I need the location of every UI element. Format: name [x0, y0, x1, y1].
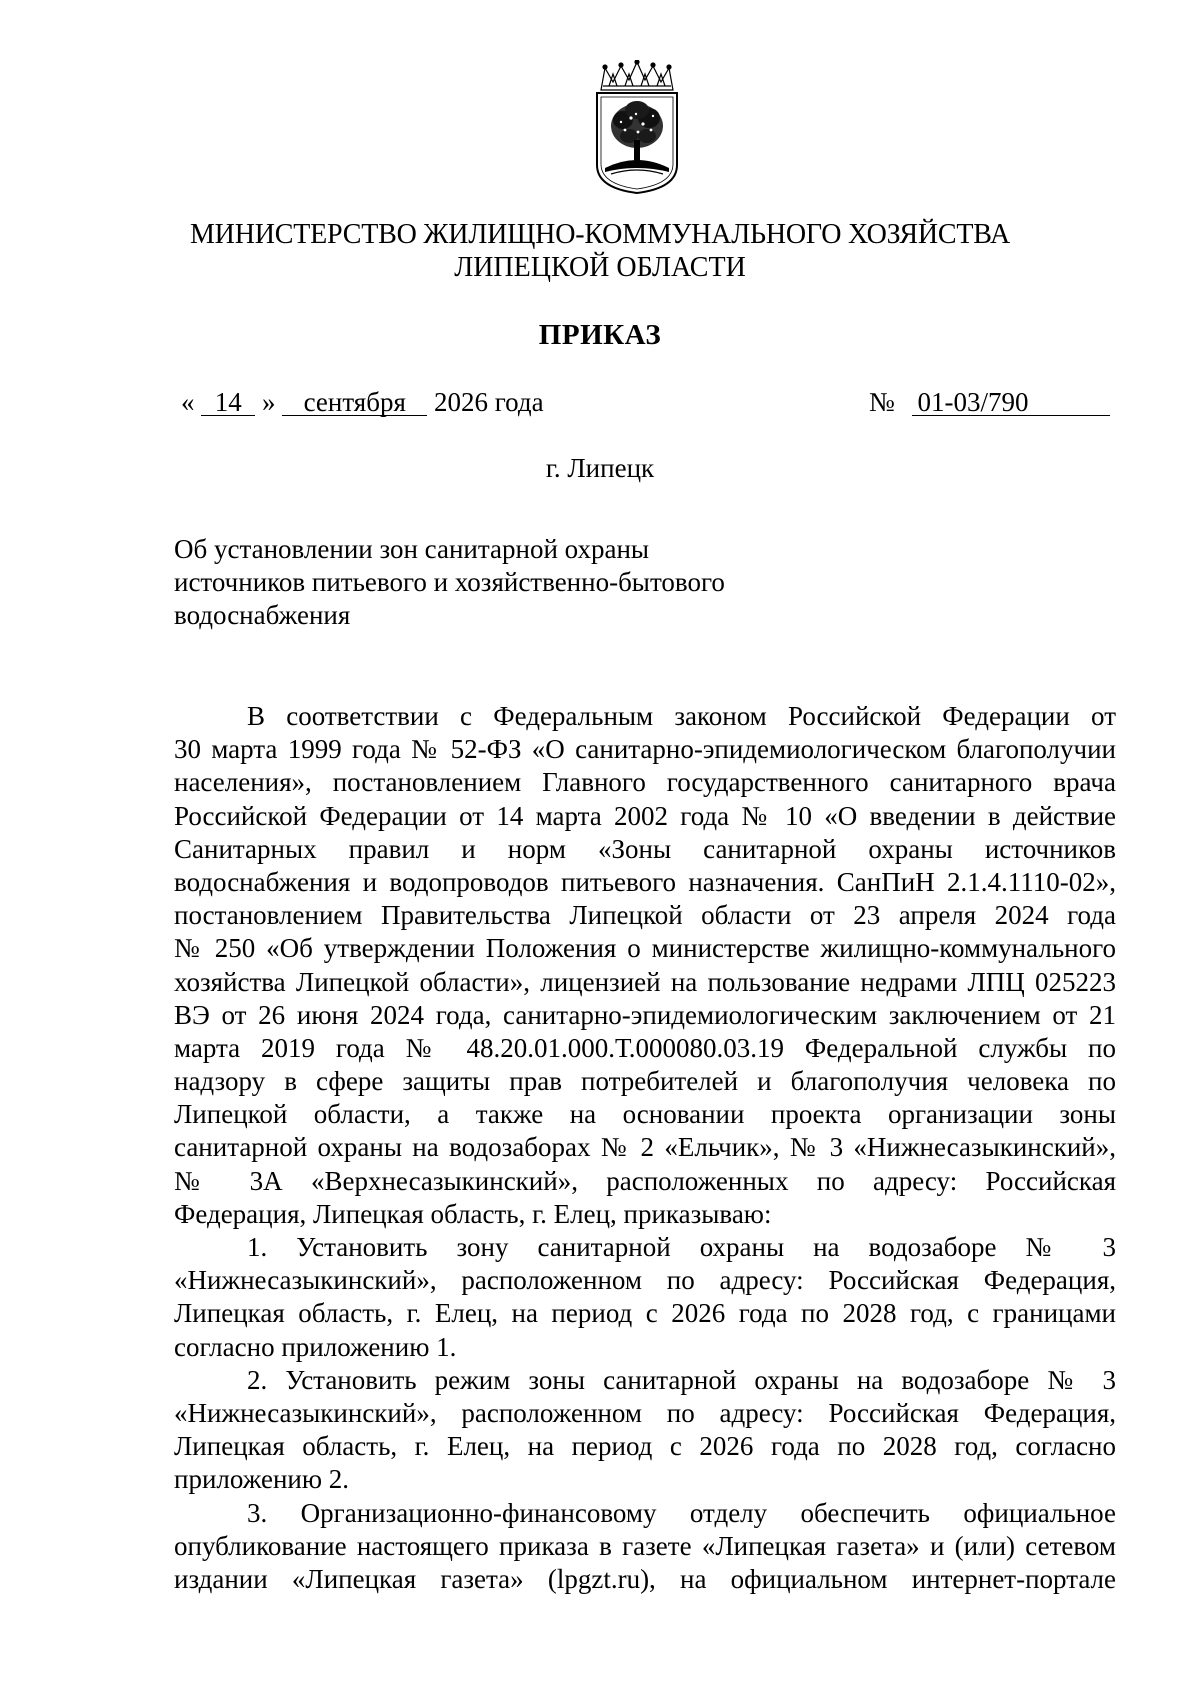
body-line: согласно приложению 1. [174, 1331, 457, 1362]
body-line: № 250 «Об утверждении Положения о министерстве жилищно-коммунального [174, 933, 1116, 964]
body-line: марта 2019 года № 48.20.01.000.Т.000080.03.19 Федеральной службы по [174, 1032, 1116, 1063]
body-line: приложению 2. [174, 1464, 350, 1495]
number-sign: № [869, 387, 895, 417]
date-year: 2026 года [434, 387, 544, 417]
body-line: Липецкая область, г. Елец, на период с 2026 года по 2028 год, согласно [174, 1431, 1116, 1462]
body-line: опубликование настоящего приказа в газете «Липецкая газета» и (или) сетевом [174, 1530, 1116, 1561]
subject-line: источников питьевого и хозяйственно-бытового [174, 567, 725, 597]
body-line: 30 марта 1999 года № 52-ФЗ «О санитарно-эпидемиологическом благополучии [174, 734, 1116, 765]
order-number: 01-03/790 [912, 389, 1110, 416]
city-name: г. Липецк [545, 453, 655, 483]
date-day: 14 [201, 389, 255, 416]
order-body [174, 700, 1116, 1596]
body-line: населения», постановлением Главного государственного санитарного врача [174, 767, 1116, 798]
body-line: Санитарных правил и норм «Зоны санитарной охраны источников [174, 833, 1116, 864]
body-line: «Нижнесазыкинский», расположенном по адресу: Российская Федерация, [174, 1397, 1116, 1428]
body-line: хозяйства Липецкой области», лицензией на пользование недрами ЛПЦ 025223 [174, 966, 1116, 997]
ministry-name-line2: ЛИПЕЦКОЙ ОБЛАСТИ [454, 252, 746, 283]
date-open-quote: « [181, 387, 195, 417]
subject-line: водоснабжения [174, 600, 351, 630]
order-number-field [869, 386, 1110, 418]
body-line: Федерация, Липецкая область, г. Елец, приказываю: [174, 1198, 772, 1229]
body-line: «Нижнесазыкинский», расположенном по адресу: Российская Федерация, [174, 1265, 1116, 1296]
body-line: постановлением Правительства Липецкой области от 23 апреля 2024 года [174, 900, 1116, 931]
date-month: сентября [282, 389, 427, 416]
body-line: 1. Установить зону санитарной охраны на водозаборе № 3 [247, 1232, 1116, 1262]
order-subject [174, 533, 725, 632]
body-line: санитарной охраны на водозаборах № 2 «Ельчик», № 3 «Нижнесазыкинский», [174, 1132, 1116, 1163]
lipetsk-oblast-coat-of-arms-icon [591, 60, 683, 195]
body-line: Липецкая область, г. Елец, на период с 2026 года по 2028 год, с границами [174, 1298, 1116, 1329]
date-close-quote: » [262, 387, 276, 417]
body-line: В соответствии с Федеральным законом Российской Федерации от [247, 701, 1116, 731]
body-line: № 3А «Верхнесазыкинский», расположенных по адресу: Российская [174, 1165, 1116, 1196]
body-line: водоснабжения и водопроводов питьевого назначения. СанПиН 2.1.4.1110-02», [174, 866, 1116, 897]
date-field [181, 386, 544, 418]
body-line: надзору в сфере защиты прав потребителей и благополучия человека по [174, 1066, 1116, 1097]
ministry-name-line1: МИНИСТЕРСТВО ЖИЛИЩНО-КОММУНАЛЬНОГО ХОЗЯЙСТВА [189, 219, 1011, 250]
body-line: 2. Установить режим зоны санитарной охраны на водозаборе № 3 [247, 1364, 1116, 1395]
document-type-title: ПРИКАЗ [538, 319, 662, 351]
body-line: издании «Липецкая газета» (lpgzt.ru), на официальном интернет-портале [174, 1563, 1116, 1594]
subject-line: Об установлении зон санитарной охраны [174, 534, 650, 564]
body-line: 3. Организационно-финансовому отделу обеспечить официальное [247, 1497, 1116, 1528]
body-line: Липецкой области, а также на основании проекта организации зоны [174, 1099, 1116, 1130]
body-line: ВЭ от 26 июня 2024 года, санитарно-эпидемиологическим заключением от 21 [174, 999, 1116, 1030]
body-line: Российской Федерации от 14 марта 2002 года № 10 «О введении в действие [174, 800, 1116, 831]
